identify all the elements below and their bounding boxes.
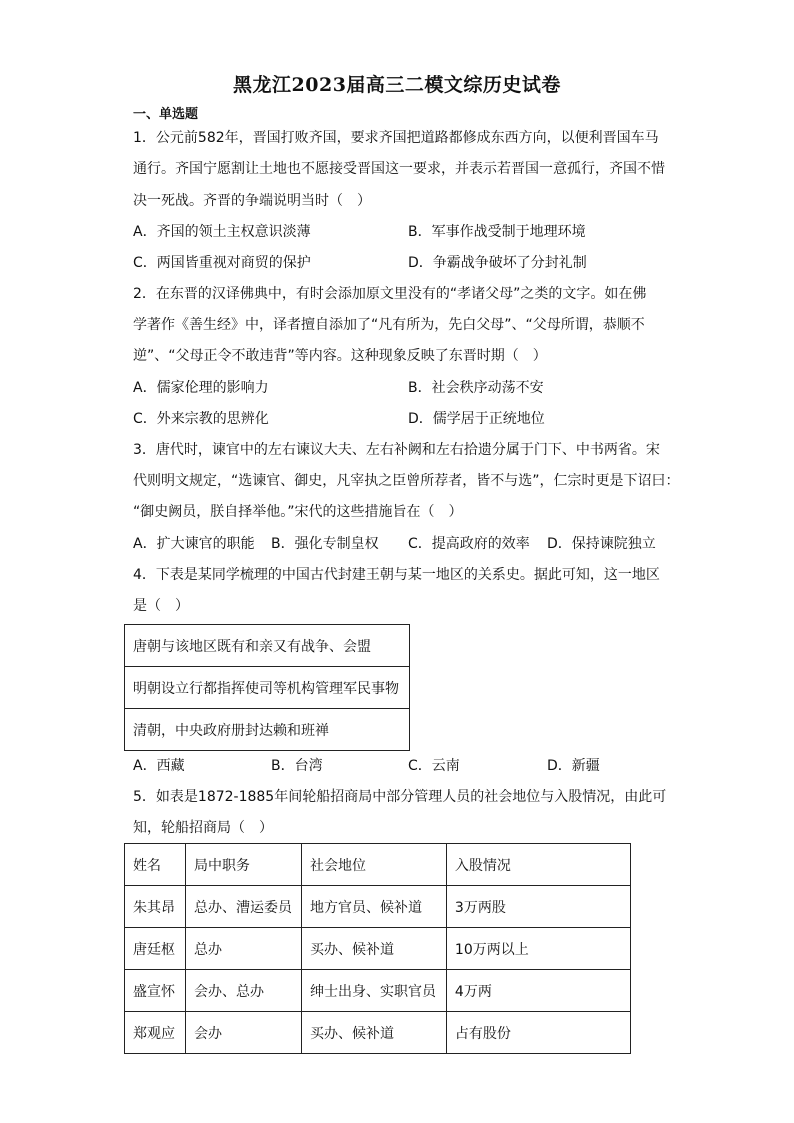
question-4-table (124, 624, 410, 751)
table-cell: 3万两股 (446, 886, 630, 928)
table-row (125, 1012, 631, 1054)
question-3-option-a: A．扩大谏官的职能 (133, 536, 255, 552)
table-header-row (125, 844, 631, 886)
table-cell: 唐朝与该地区既有和亲又有战争、会盟 (125, 625, 410, 667)
table-row (125, 709, 410, 751)
table-cell: 占有股份 (446, 1012, 630, 1054)
question-4-line-2: 是（ ） (133, 598, 189, 614)
question-3-option-b: B．强化专制皇权 (271, 536, 379, 552)
table-row (125, 886, 631, 928)
question-5-line-2: 知，轮船招商局（ ） (133, 820, 273, 836)
table-cell: 绅士出身、实职官员 (301, 970, 446, 1012)
table-cell: 地方官员、候补道 (301, 886, 446, 928)
table-row (125, 928, 631, 970)
column-header-shares: 入股情况 (446, 844, 630, 886)
table-cell: 明朝设立行都指挥使司等机构管理军民事物 (125, 667, 410, 709)
question-3-line-1: 3．唐代时，谏官中的左右谏议大夫、左右补阙和左右拾遗分属于门下、中书两省。宋 (133, 442, 660, 458)
question-1-line-2: 通行。齐国宁愿割让土地也不愿接受晋国这一要求，并表示若晋国一意孤行，齐国不惜 (133, 161, 665, 177)
question-5-line-1: 5．如表是1872-1885年间轮船招商局中部分管理人员的社会地位与入股情况，由此可 (133, 789, 667, 805)
section-heading: 一、单选题 (133, 107, 199, 122)
table-row (125, 625, 410, 667)
question-5-table (124, 843, 631, 1054)
column-header-position: 局中职务 (185, 844, 301, 886)
question-2-option-b: B．社会秩序动荡不安 (408, 380, 544, 396)
table-cell: 4万两 (446, 970, 630, 1012)
question-3-line-2: 代则明文规定，“选谏官、御史，凡宰执之臣曾所荐者，皆不与选”，仁宗时更是下诏曰： (133, 473, 680, 489)
question-2-line-1: 2．在东晋的汉译佛典中，有时会添加原文里没有的“孝诸父母”之类的文字。如在佛 (133, 286, 647, 302)
question-2-option-a: A．儒家伦理的影响力 (133, 380, 269, 396)
question-1-option-c: C．两国皆重视对商贸的保护 (133, 255, 311, 271)
table-cell: 总办 (185, 928, 301, 970)
question-4-option-a: A．西藏 (133, 758, 185, 774)
table-cell: 唐廷枢 (125, 928, 186, 970)
column-header-status: 社会地位 (301, 844, 446, 886)
question-3-line-3: “御史阙员，朕自择举他。”宋代的这些措施旨在（ ） (133, 504, 463, 520)
question-4-option-b: B．台湾 (271, 758, 323, 774)
question-1-option-b: B．军事作战受制于地理环境 (408, 224, 586, 240)
question-4-option-c: C．云南 (408, 758, 460, 774)
question-1-option-a: A．齐国的领土主权意识淡薄 (133, 224, 311, 240)
question-4-line-1: 4．下表是某同学梳理的中国古代封建王朝与某一地区的关系史。据此可知，这一地区 (133, 567, 660, 583)
question-1-line-1: 1．公元前582年，晋国打败齐国，要求齐国把道路都修成东西方向，以便利晋国车马 (133, 130, 659, 146)
column-header-name: 姓名 (125, 844, 186, 886)
table-cell: 买办、候补道 (301, 928, 446, 970)
question-2-line-3: 逆”、“父母正令不敢违背”等内容。这种现象反映了东晋时期（ ） (133, 348, 547, 364)
question-4-option-d: D．新疆 (547, 758, 600, 774)
question-2-option-d: D．儒学居于正统地位 (408, 411, 545, 427)
table-cell: 会办、总办 (185, 970, 301, 1012)
question-2-line-2: 学著作《善生经》中，译者擅自添加了“凡有所为，先白父母”、“父母所谓，恭顺不 (133, 317, 645, 333)
table-cell: 盛宣怀 (125, 970, 186, 1012)
table-cell: 朱其昂 (125, 886, 186, 928)
table-cell: 买办、候补道 (301, 1012, 446, 1054)
table-cell: 10万两以上 (446, 928, 630, 970)
table-row (125, 667, 410, 709)
table-cell: 会办 (185, 1012, 301, 1054)
question-3-option-c: C．提高政府的效率 (408, 536, 530, 552)
table-row (125, 970, 631, 1012)
page-title: 黑龙江2023届高三二模文综历史试卷 (233, 74, 561, 96)
question-1-option-d: D．争霸战争破坏了分封礼制 (408, 255, 587, 271)
table-cell: 清朝，中央政府册封达赖和班禅 (125, 709, 410, 751)
table-cell: 郑观应 (125, 1012, 186, 1054)
question-1-line-3: 决一死战。齐晋的争端说明当时（ ） (133, 193, 371, 209)
table-cell: 总办、漕运委员 (185, 886, 301, 928)
question-2-option-c: C．外来宗教的思辨化 (133, 411, 269, 427)
question-3-option-d: D．保持谏院独立 (547, 536, 656, 552)
